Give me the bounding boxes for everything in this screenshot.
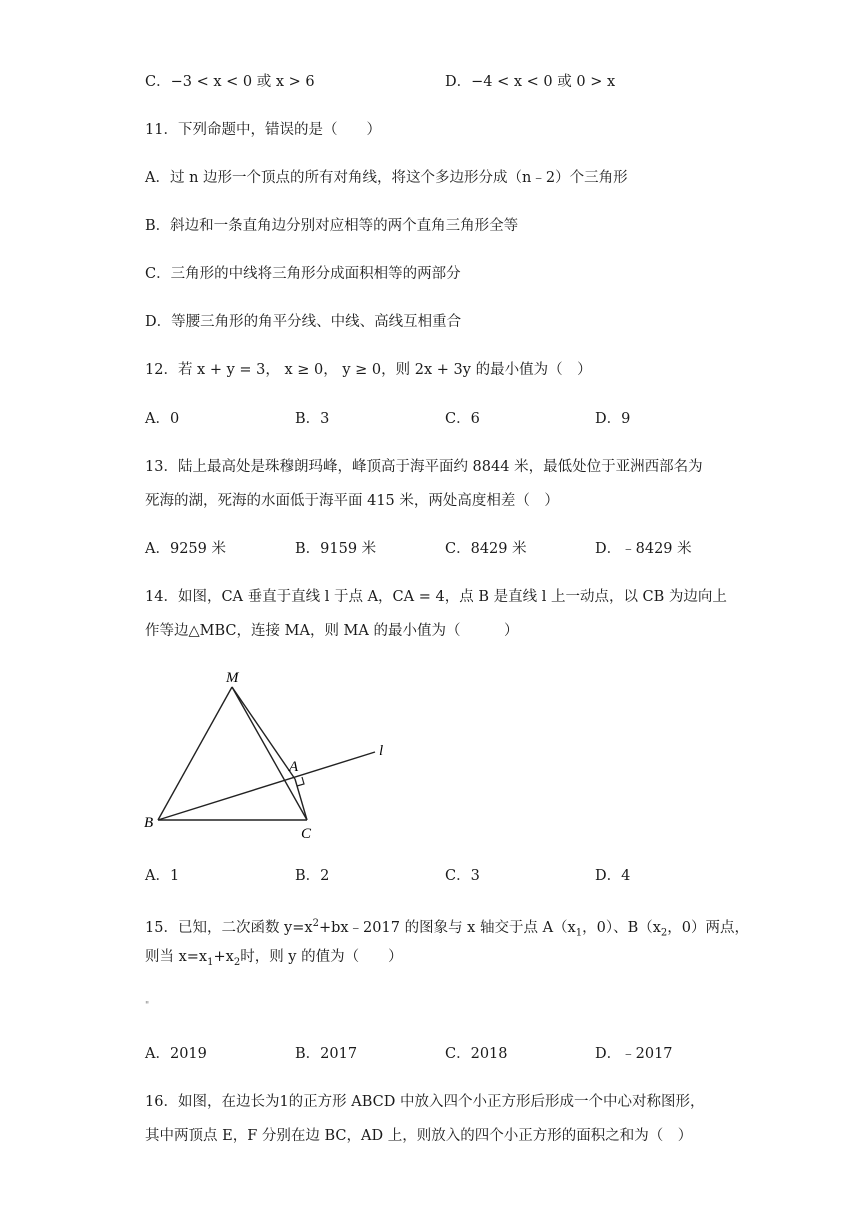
q11-stem: 11．下列命题中，错误的是（ ） xyxy=(145,122,381,138)
q16-stem-line2: 其中两顶点 E，F 分别在边 BC，AD 上，则放入的四个小正方形的面积之和为（ ） xyxy=(145,1128,693,1144)
q14-option-d: D．4 xyxy=(595,868,631,884)
segment-ma xyxy=(232,687,295,779)
q13-option-b: B．9159 米 xyxy=(295,541,377,557)
segment-mc xyxy=(232,687,307,820)
q14-stem-line2: 作等边△MBC，连接 MA，则 MA 的最小值为（ ） xyxy=(145,623,519,639)
label-b: B xyxy=(144,815,154,831)
label-c: C xyxy=(301,826,312,842)
q11-option-a: A．过 n 边形一个顶点的所有对角线，将这个多边形分成（n﹣2）个三角形 xyxy=(145,170,628,186)
q14-option-a: A．1 xyxy=(145,868,180,884)
q15-stray-mark: " xyxy=(145,1001,150,1011)
q11-option-b: B．斜边和一条直角边分别对应相等的两个直角三角形全等 xyxy=(145,218,519,234)
q12-option-b: B．3 xyxy=(295,411,330,427)
q13-stem-line1: 13．陆上最高处是珠穆朗玛峰，峰顶高于海平面约 8844 米，最低处位于亚洲西部名为 xyxy=(145,459,703,475)
q12-option-a: A．0 xyxy=(145,411,180,427)
q10-option-c: C．−3 < x < 0 或 x > 6 xyxy=(145,74,315,90)
q15-stem-line2: 则当 $x=x_1+x_2$时，则 y 的值为（ ） xyxy=(145,949,403,968)
q13-option-d: D．﹣8429 米 xyxy=(595,541,692,557)
q10-option-d: D．−4 < x < 0 或 0 > x xyxy=(445,74,616,90)
q15-option-c: C．2018 xyxy=(445,1046,508,1062)
label-l: l xyxy=(379,743,384,759)
q15-option-a: A．2019 xyxy=(145,1046,207,1062)
q14-figure xyxy=(130,660,400,845)
q14-stem-line1: 14．如图，CA 垂直于直线 l 于点 A，CA = 4，点 B 是直线 l 上一动点，以 CB 为边向上 xyxy=(145,589,727,605)
q11-option-d: D．等腰三角形的角平分线、中线、高线互相重合 xyxy=(145,314,462,330)
label-m: M xyxy=(226,670,239,686)
right-angle-mark xyxy=(297,777,304,786)
q13-option-a: A．9259 米 xyxy=(145,541,226,557)
q12-stem: 12．若 x + y = 3， x ≥ 0， y ≥ 0，则 2x + 3y 的最小值为（ ） xyxy=(145,362,592,378)
q11-option-c: C．三角形的中线将三角形分成面积相等的两部分 xyxy=(145,266,461,282)
label-a: A xyxy=(289,759,299,775)
q15-option-b: B．2017 xyxy=(295,1046,358,1062)
q15-option-d: D．﹣2017 xyxy=(595,1046,673,1062)
q13-stem-line2: 死海的湖，死海的水面低于海平面 415 米，两处高度相差（ ） xyxy=(145,493,559,509)
q12-option-d: D．9 xyxy=(595,411,631,427)
q12-option-c: C．6 xyxy=(445,411,480,427)
q14-option-c: C．3 xyxy=(445,868,480,884)
q15-stem-line1: 15．已知，二次函数 $y=x^2+bx﹣2017$ 的图象与 x 轴交于点 $A(x_1$，0）、$B(x_2$，0）两点， xyxy=(145,918,750,939)
q14-option-b: B．2 xyxy=(295,868,330,884)
q13-option-c: C．8429 米 xyxy=(445,541,527,557)
q16-stem-line1: 16．如图，在边长为1的正方形 ABCD 中放入四个小正方形后形成一个中心对称图形， xyxy=(145,1094,705,1110)
